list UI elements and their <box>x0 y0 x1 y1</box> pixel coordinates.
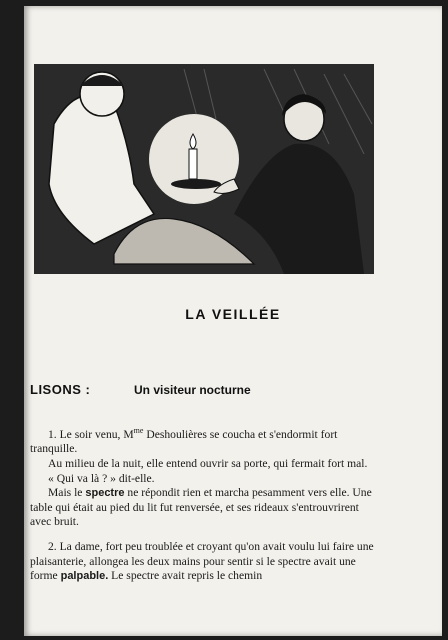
paragraph-2: Au milieu de la nuit, elle entend ouvrir sa porte, qui fermait fort mal. <box>48 457 368 471</box>
reading-text <box>30 424 380 584</box>
section-subtitle: Un visiteur nocturne <box>134 383 251 397</box>
candle-dish <box>171 179 221 189</box>
section-label: LISONS : <box>30 382 91 397</box>
book-page <box>24 6 442 636</box>
candle <box>189 149 197 179</box>
paragraph-1: 1. Le soir venu, $M^{me}$ Deshoulières se coucha et s'endormit fort tranquille. <box>30 426 338 456</box>
paragraph-3: « Qui va là ? » dit-elle. <box>48 471 155 485</box>
candle-scene-illustration <box>34 64 374 274</box>
chapter-title: LA VEILLÉE <box>185 306 281 322</box>
paragraph-4: Mais le spectre ne répondit rien et marcha pesamment vers elle. Une table qui était au pied du lit fut renversée, et ses rideaux s'entrouvrirent avec bruit. <box>30 486 372 529</box>
paragraph-5: 2. La dame, fort peu troublée et croyant qu'on avait voulu lui faire une plaisanterie, allongea les deux mains pour sentir si le spectre avait une forme palpable. Le spectre avait repris le chemin <box>30 540 374 583</box>
